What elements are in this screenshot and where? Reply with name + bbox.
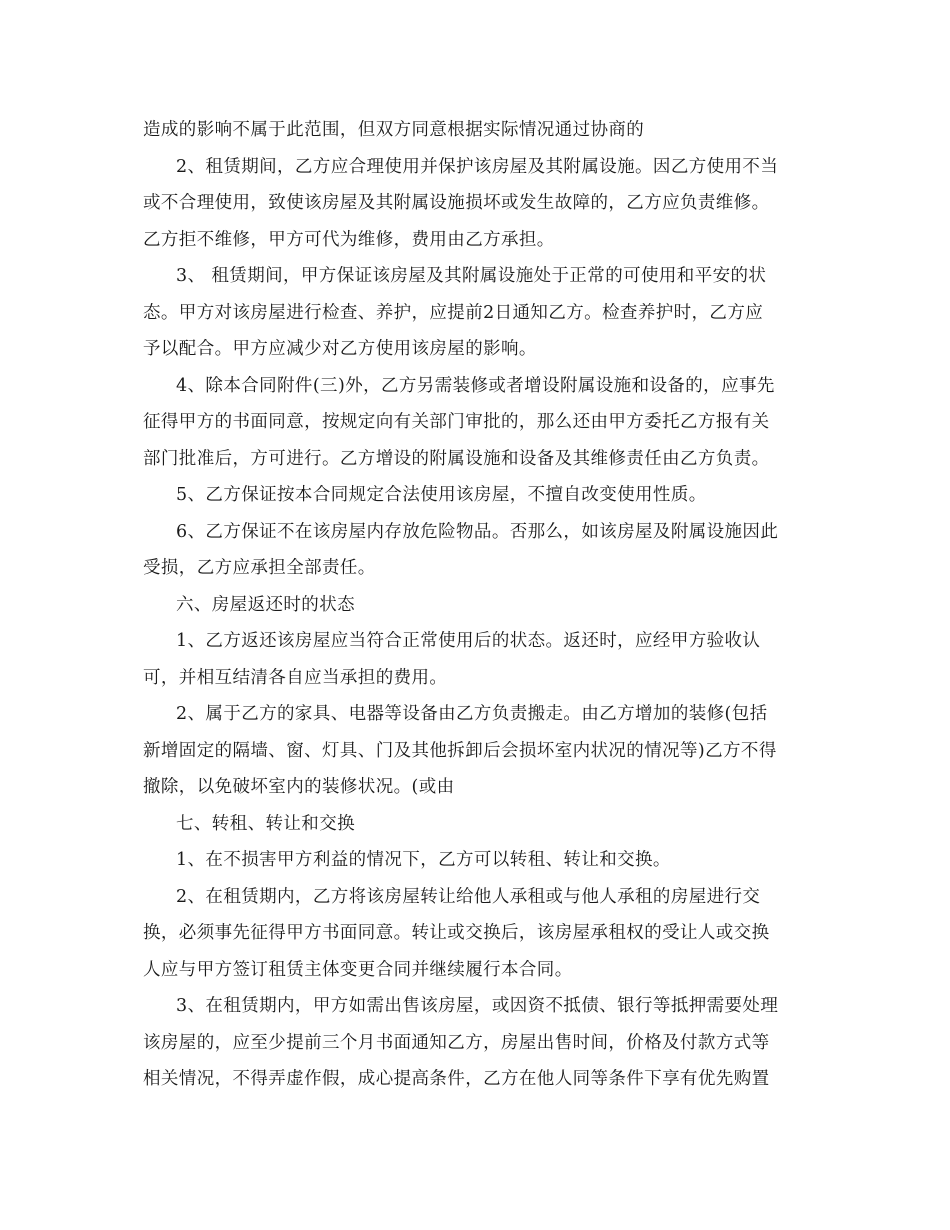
clause-text: 4、除本合同附件(三)外，乙方另需装修或者增设附属设施和设备的，应事先 xyxy=(176,376,775,396)
text-line: 受损，乙方应承担全部责任。 xyxy=(143,558,376,578)
clause-text: 3、在租赁期内，甲方如需出售该房屋，或因资不抵债、银行等抵押需要处理 xyxy=(176,996,779,1016)
clause-text: 2、在租赁期内，乙方将该房屋转让给他人承租或与他人承租的房屋进行交 xyxy=(176,887,761,907)
text-line: 乙方拒不维修，甲方可代为维修，费用由乙方承担。 xyxy=(143,230,555,250)
clause-text: 2、租赁期间，乙方应合理使用并保护该房屋及其附属设施。因乙方使用不当 xyxy=(176,157,779,177)
text-line: 换，必须事先征得甲方书面同意。转让或交换后，该房屋承租权的受让人或交换 xyxy=(143,923,770,943)
clause-text: 6、乙方保证不在该房屋内存放危险物品。否那么，如该房屋及附属设施因此 xyxy=(176,522,779,542)
clause-text: 5、乙方保证按本合同规定合法使用该房屋，不擅自改变使用性质。 xyxy=(176,485,707,505)
text-line: 新增固定的隔墙、窗、灯具、门及其他拆卸后会损坏室内状况的情况等)乙方不得 xyxy=(143,741,777,761)
text-line: 部门批准后，方可进行。乙方增设的附属设施和设备及其维修责任由乙方负责。 xyxy=(143,449,770,469)
text-line: 相关情况，不得弄虚作假，成心提高条件，乙方在他人同等条件下享有优先购置 xyxy=(143,1069,770,1089)
text-line: 该房屋的，应至少提前三个月书面通知乙方，房屋出售时间，价格及付款方式等 xyxy=(143,1033,770,1053)
text-line: 造成的影响不属于此范围，但双方同意根据实际情况通过协商的 xyxy=(143,120,645,140)
text-line: 态。甲方对该房屋进行检查、养护，应提前2日通知乙方。检查养护时，乙方应 xyxy=(143,303,764,323)
text-line: 可，并相互结清各自应当承担的费用。 xyxy=(143,668,448,688)
section-heading: 六、房屋返还时的状态 xyxy=(176,595,355,615)
clause-text: 3、 租赁期间，甲方保证该房屋及其附属设施处于正常的可使用和平安的状 xyxy=(176,266,767,286)
text-line: 撤除，以免破坏室内的装修状况。(或由 xyxy=(143,777,455,797)
text-line: 人应与甲方签订租赁主体变更合同并继续履行本合同。 xyxy=(143,960,573,980)
text-line: 予以配合。甲方应减少对乙方使用该房屋的影响。 xyxy=(143,339,537,359)
section-heading: 七、转租、转让和交换 xyxy=(176,814,355,834)
text-line: 或不合理使用，致使该房屋及其附属设施损坏或发生故障的，乙方应负责维修。 xyxy=(143,193,770,213)
clause-text: 2、属于乙方的家具、电器等设备由乙方负责搬走。由乙方增加的装修(包括 xyxy=(176,704,768,724)
clause-text: 1、乙方返还该房屋应当符合正常使用后的状态。返还时，应经甲方验收认 xyxy=(176,631,761,651)
clause-text: 1、在不损害甲方利益的情况下，乙方可以转租、转让和交换。 xyxy=(176,850,671,870)
text-line: 征得甲方的书面同意，按规定向有关部门审批的，那么还由甲方委托乙方报有关 xyxy=(143,412,770,432)
